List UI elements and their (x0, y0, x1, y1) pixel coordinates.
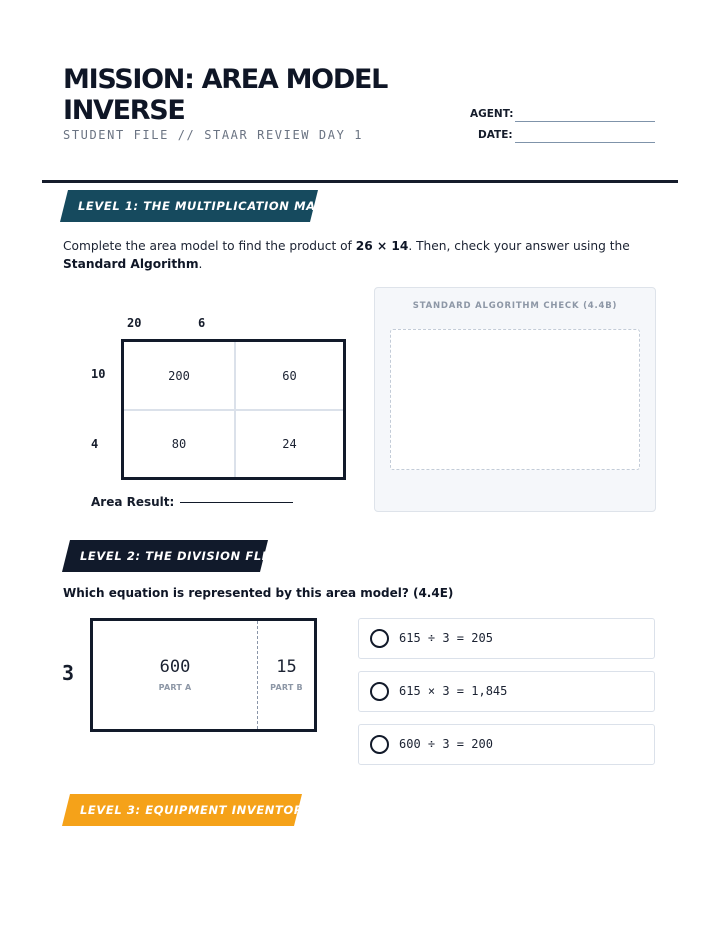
divisor-label: 3 (62, 661, 75, 685)
part-divider (257, 621, 258, 729)
answer-option-text: 615 × 3 = 1,845 (399, 684, 508, 698)
radio-button[interactable] (370, 682, 389, 701)
row-label-tens: 10 (91, 367, 106, 381)
level-1-banner-text: LEVEL 1: THE MULTIPLICATION MAP (78, 199, 325, 213)
multiplication-area-model (121, 339, 346, 480)
radio-button[interactable] (370, 629, 389, 648)
instruction-text-end: . (198, 257, 203, 271)
page-subtitle: STUDENT FILE // STAAR REVIEW DAY 1 (63, 128, 364, 142)
agent-label: AGENT: (470, 108, 514, 120)
part-a-label: PART A (158, 683, 192, 692)
level-2-banner (62, 540, 276, 572)
part-a-value: 600 (159, 657, 191, 677)
answer-option-a[interactable] (358, 618, 655, 659)
date-label: DATE: (478, 129, 513, 141)
agent-field[interactable] (515, 121, 655, 122)
area-cell: 200 (168, 368, 190, 383)
area-result-field[interactable] (180, 502, 293, 503)
answer-option-c[interactable] (358, 724, 655, 765)
area-cell: 60 (282, 368, 297, 383)
page-title-line-1: MISSION: AREA MODEL (63, 64, 387, 95)
page-title (63, 64, 403, 126)
area-cell: 24 (282, 437, 297, 451)
standard-algorithm-work-area[interactable] (390, 329, 640, 470)
level-1-instructions (63, 237, 663, 273)
answer-option-text: 615 ÷ 3 = 205 (399, 631, 493, 645)
part-b-label: PART B (270, 683, 303, 692)
instruction-standard-algorithm: Standard Algorithm (63, 257, 199, 271)
answer-option-b[interactable] (358, 671, 655, 712)
level-3-banner (62, 794, 312, 826)
instruction-text-mid: . Then, check your answer using the (408, 239, 630, 253)
answer-option-text: 600 ÷ 3 = 200 (399, 737, 493, 751)
date-field[interactable] (515, 142, 655, 143)
level-2-banner-text: LEVEL 2: THE DIVISION FLIP (80, 549, 276, 563)
row-label-ones: 4 (91, 437, 99, 451)
level-2-question: Which equation is represented by this area model? (4.4E) (63, 586, 454, 600)
area-result-label: Area Result: (91, 495, 175, 509)
column-label-tens: 20 (127, 316, 142, 330)
instruction-expression: 26 × 14 (355, 239, 409, 253)
level-1-banner (60, 190, 325, 222)
part-b-value: 15 (276, 657, 297, 677)
radio-button[interactable] (370, 735, 389, 754)
level-3-banner-text: LEVEL 3: EQUIPMENT INVENTORY (80, 803, 312, 817)
instruction-text: Complete the area model to find the product of (63, 239, 356, 253)
standard-algorithm-title: STANDARD ALGORITHM CHECK (4.4B) (412, 301, 618, 311)
column-label-ones: 6 (198, 316, 206, 330)
page-title-line-2: INVERSE (63, 95, 185, 126)
division-area-model (90, 618, 317, 732)
header-divider (42, 180, 678, 183)
area-cell: 80 (171, 437, 187, 451)
